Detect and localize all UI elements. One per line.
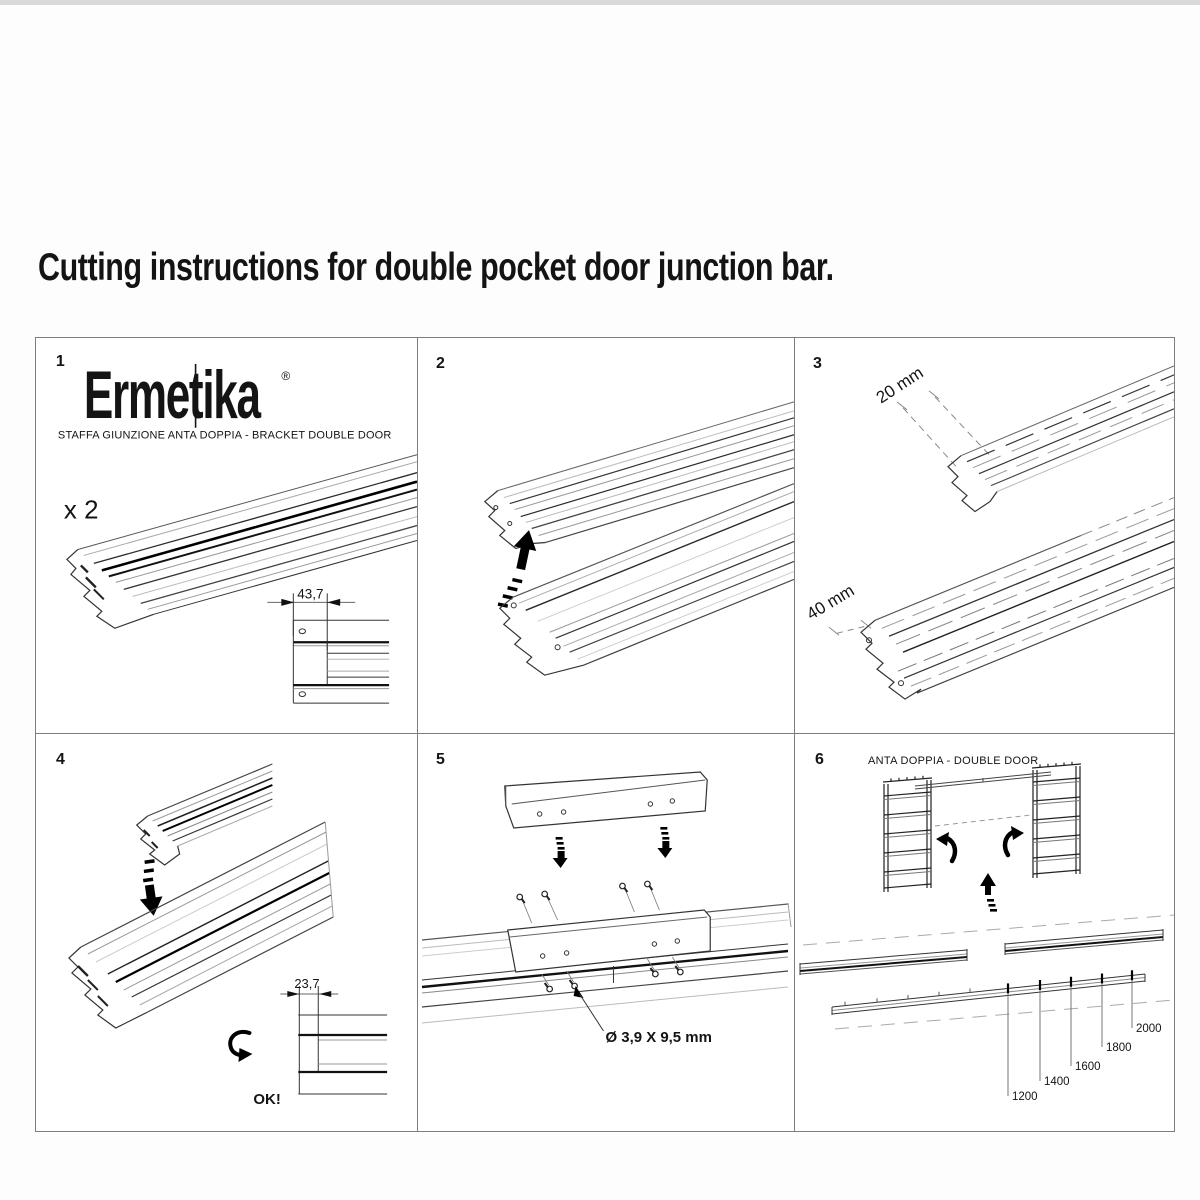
panel-6 — [795, 734, 1174, 1131]
bottom-cut-dimension: 40 mm — [803, 580, 858, 624]
panel-1 — [36, 338, 418, 734]
rail-piece-drawing — [137, 764, 273, 865]
center-dashed-line — [935, 815, 1031, 826]
panel-6-figure — [795, 734, 1174, 1131]
left-pocket-frame — [883, 776, 932, 892]
brand-name: Ermetika — [83, 357, 260, 434]
down-arrow-icon — [135, 859, 165, 918]
instruction-grid — [35, 337, 1175, 1132]
panel-1-figure — [36, 338, 417, 733]
panel-2-number: 2 — [435, 354, 445, 372]
bracket-width-dimension: 43,7 — [297, 586, 324, 602]
bottom-cut-tick-marks — [829, 620, 871, 635]
top-cut-dimension: 20 mm — [872, 363, 927, 408]
track-rail-cut-drawing — [948, 366, 1174, 512]
ermetika-logo — [84, 357, 290, 433]
quantity-label: x 2 — [63, 496, 99, 525]
down-arrow-icon-right — [657, 827, 672, 858]
page-title: Cutting instructions for double pocket door junction bar. — [38, 246, 834, 289]
panel-5-figure — [418, 734, 794, 1131]
screw-spec-callout — [574, 986, 712, 1046]
junction-bar-cut-drawing — [861, 498, 1174, 699]
bracket-end-detail — [267, 586, 389, 703]
track-rail-drawing — [485, 402, 794, 549]
right-pocket-frame — [1032, 762, 1081, 878]
panel-3 — [795, 338, 1174, 734]
panel-6-number: 6 — [815, 751, 824, 768]
panel-1-subtitle: STAFFA GIUNZIONE ANTA DOPPIA - BRACKET DOUBLE DOOR — [57, 429, 392, 442]
rotate-arrow-icon — [230, 1032, 252, 1062]
screw-spec-label: Ø 3,9 X 9,5 mm — [605, 1028, 712, 1047]
scan-edge — [0, 0, 1200, 5]
junction-bar-drawing — [69, 822, 333, 1028]
panel-4 — [36, 734, 418, 1131]
down-arrow-icon-left — [553, 837, 568, 868]
size-label-1600: 1600 — [1075, 1061, 1101, 1073]
rotate-right-arrow-icon — [1005, 826, 1024, 855]
size-label-2000: 2000 — [1136, 1023, 1162, 1035]
profile-width-dimension: 23,7 — [294, 975, 320, 992]
dimension-arrow-left — [281, 599, 294, 606]
cutting-bar-drawing — [832, 970, 1162, 1103]
panel-1-number: 1 — [55, 352, 65, 370]
dimension-arrow-right — [319, 991, 331, 997]
dimension-arrow-right — [327, 599, 340, 606]
panel-3-number: 3 — [813, 354, 822, 372]
panel-4-figure — [36, 734, 417, 1131]
panel-3-figure — [795, 338, 1174, 733]
panel-4-number: 4 — [55, 750, 65, 769]
rotate-left-arrow-icon — [936, 832, 955, 861]
panel-5 — [418, 734, 795, 1131]
profile-detail — [280, 976, 387, 1094]
panel-6-header: ANTA DOPPIA - DOUBLE DOOR — [868, 755, 1039, 767]
header-track-bar — [915, 772, 1051, 789]
size-leader-lines — [1008, 980, 1132, 1096]
size-label-1400: 1400 — [1044, 1076, 1070, 1088]
size-label-1800: 1800 — [1106, 1042, 1132, 1054]
panel-5-number: 5 — [435, 750, 445, 769]
ok-label: OK! — [253, 1090, 281, 1109]
panel-2-figure — [418, 338, 794, 733]
junction-bar-drawing — [67, 455, 417, 629]
up-arrow-icon — [980, 873, 997, 912]
panel-2 — [418, 338, 795, 734]
dimension-arrow-left — [287, 991, 299, 997]
joining-bracket-drawing — [505, 772, 707, 828]
registered-mark: ® — [281, 368, 291, 383]
size-label-1200: 1200 — [1012, 1091, 1038, 1103]
